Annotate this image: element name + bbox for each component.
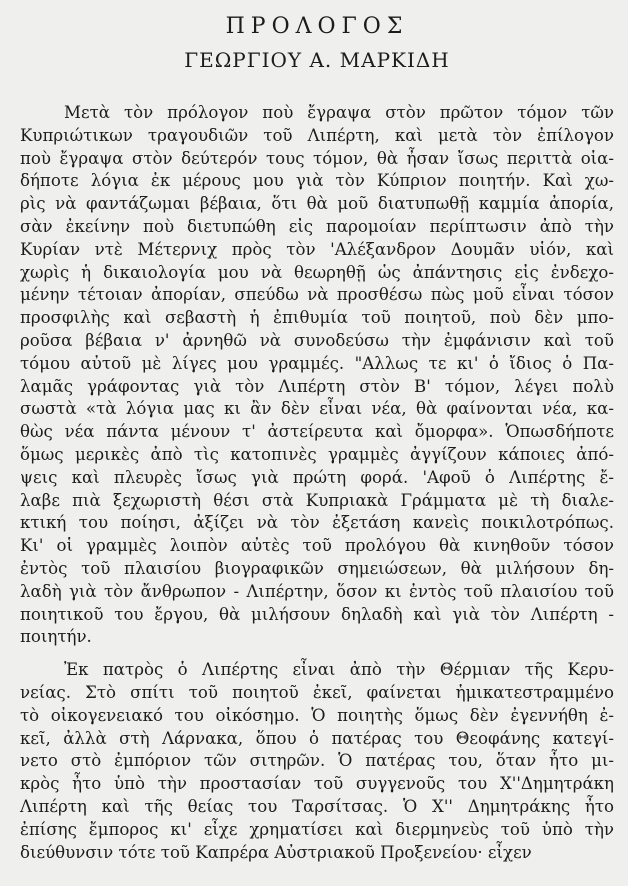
text-line: χωρὶς ἡ δικαιολογία μου νὰ θεωρηθῇ ὡς ἀπάντησις εἰς ἐνδεχο- <box>20 262 614 282</box>
text-line: ἐντὸς τοῦ πλαισίου βιογραφικῶν σημειώσεων, θὰ μιλήσουν δη- <box>20 558 614 578</box>
body-text <box>20 102 614 864</box>
text-line: λαμᾶς γράφοντας γιὰ τὸν Λιπέρτη στὸν Β' τόμον, λέγει πολὺ <box>20 376 614 396</box>
text-line: Κι' οἱ γραμμὲς λοιπὸν αὐτὲς τοῦ προλόγου θὰ κινηθοῦν τόσον <box>20 536 614 556</box>
text-line: νετο στὸ ἐμπόριον τῶν σιτηρῶν. Ὁ πατέρας του, ὅταν ἦτο μι- <box>20 751 614 771</box>
text-line: σωστὰ «τὰ λόγια μας κι ἂν δὲν εἶναι νέα, θὰ φαίνονται νέα, κα- <box>20 399 614 419</box>
text-line: Λιπέρτη καὶ τῆς θείας του Ταρσίτσας. Ὁ Χ'' Δημητράκης ἦτο <box>20 796 614 816</box>
text-line: τόμου αὐτοῦ μὲ λίγες μου γραμμές. "Αλλως τε κι' ὁ ἴδιος ὁ Πα- <box>20 353 614 373</box>
text-line: κτική του ποίησι, ἀξίζει νὰ τὸν ἐξετάση κανεὶς ποικιλοτρόπως. <box>20 513 614 533</box>
chapter-title: ΠΡΟΛΟΓΟΣ <box>225 14 409 39</box>
paragraph <box>20 659 614 864</box>
text-line: ποὺ ἔγραψα στὸν δεύτερόν τους τόμον, θὰ ἦσαν ἴσως περιττὰ οἱα- <box>20 148 614 168</box>
text-line: Ἐκ πατρὸς ὁ Λιπέρτης εἶναι ἀπὸ τὴν Θέρμιαν τῆς Κερυ- <box>64 660 614 680</box>
text-line: ὅμως μερικὲς ἀπὸ τὶς κατοπινὲς γραμμὲς ἀγγίζουν κάποιες ἀπό- <box>20 444 614 464</box>
text-line: ποιητικοῦ του ἔργου, θὰ μιλήσουν δηλαδὴ καὶ γιὰ τὸν Λιπέρτη - <box>20 604 614 624</box>
text-line: Μετὰ τὸν πρόλογον ποὺ ἔγραψα στὸν πρῶτον τόμον τῶν <box>64 103 614 122</box>
text-line: ψεις καὶ πλευρὲς ἴσως γιὰ πρώτη φορά. 'Αφοῦ ὁ Λιπέρτης ἔ- <box>20 467 614 487</box>
text-line: λαδὴ γιὰ τὸν ἄνθρωπον - Λιπέρτην, ὅσον κι ἐντὸς τοῦ πλαισίου τοῦ <box>20 581 614 601</box>
text-line: νείας. Στὸ σπίτι τοῦ ποιητοῦ ἐκεῖ, φαίνεται ἡμικατεστραμμένο <box>20 682 614 702</box>
text-line: Κυρίαν ντὲ Μέτερνιχ πρὸς τὸν 'Αλέξανδρον Δουμᾶν υἱόν, καὶ <box>20 239 614 259</box>
text-line: ποιητήν. <box>20 627 92 647</box>
text-line: ρὶς νὰ φαντάζωμαι βέβαια, ὅτι θὰ μοῦ διατυπωθῇ καμμία ἀπορία, <box>20 194 614 214</box>
text-line: λαβε πιὰ ξεχωριστὴ θέσι στὰ Κυπριακὰ Γράμματα μὲ τὴ διαλε- <box>20 490 614 510</box>
text-line: κεῖ, ἀλλὰ στὴ Λάρνακα, ὅπου ὁ πατέρας του Θεοφάνης κατεγί- <box>20 728 614 748</box>
paragraph <box>20 102 614 649</box>
text-line: θὼς νέα πάντα μένουν τ' ἀστείρευτα καὶ ὄμορφα». Ὁπωσδήποτε <box>20 422 614 442</box>
text-line: προσφιλὴς καὶ σεβαστὴ ἡ ἐπιθυμία τοῦ ποιητοῦ, ποὺ δὲν μπο- <box>20 308 614 328</box>
text-line: ροῦσα βέβαια ν' ἀρνηθῶ νὰ συνοδεύσω τὴν ἐμφάνισιν καὶ τοῦ <box>20 330 614 350</box>
text-line: τὸ οἰκογενειακό του οἰκόσημο. Ὁ ποιητὴς ὅμως δὲν ἐγεννήθη ἐ- <box>20 705 614 725</box>
text-line: κρὸς ἦτο ὑπὸ τὴν προστασίαν τοῦ συγγενοῦς του Χ''Δημητράκη <box>20 774 614 794</box>
text-line: σὰν ἐκείνην ποὺ διετυπώθη εἰς παρομοίαν περίπτωσιν ἀπὸ τὴν <box>20 216 614 236</box>
text-line: μένην τέτοιαν ἀπορίαν, σπεύδω νὰ προσθέσω πὼς μοῦ εἶναι τόσον <box>20 285 614 305</box>
text-line: διεύθυνσιν τότε τοῦ Καπρέρα Αὐστριακοῦ Προξενείου· εἶχεν <box>20 842 532 862</box>
text-line: Κυπριώτικων τραγουδιῶν τοῦ Λιπέρτη, καὶ μετὰ τὸν ἐπίλογον <box>20 125 614 145</box>
text-line: ἐπίσης ἔμπορος κι' εἶχε χρηματίσει καὶ διερμηνεὺς τοῦ ὑπὸ τὴν <box>20 819 614 839</box>
text-line: δήποτε λόγια ἐκ μέρους μου γιὰ τὸν Κύπριον ποιητήν. Καὶ χω- <box>20 171 614 191</box>
chapter-author: ΓΕΩΡΓΙΟΥ Α. ΜΑΡΚΙΔΗ <box>184 48 450 72</box>
